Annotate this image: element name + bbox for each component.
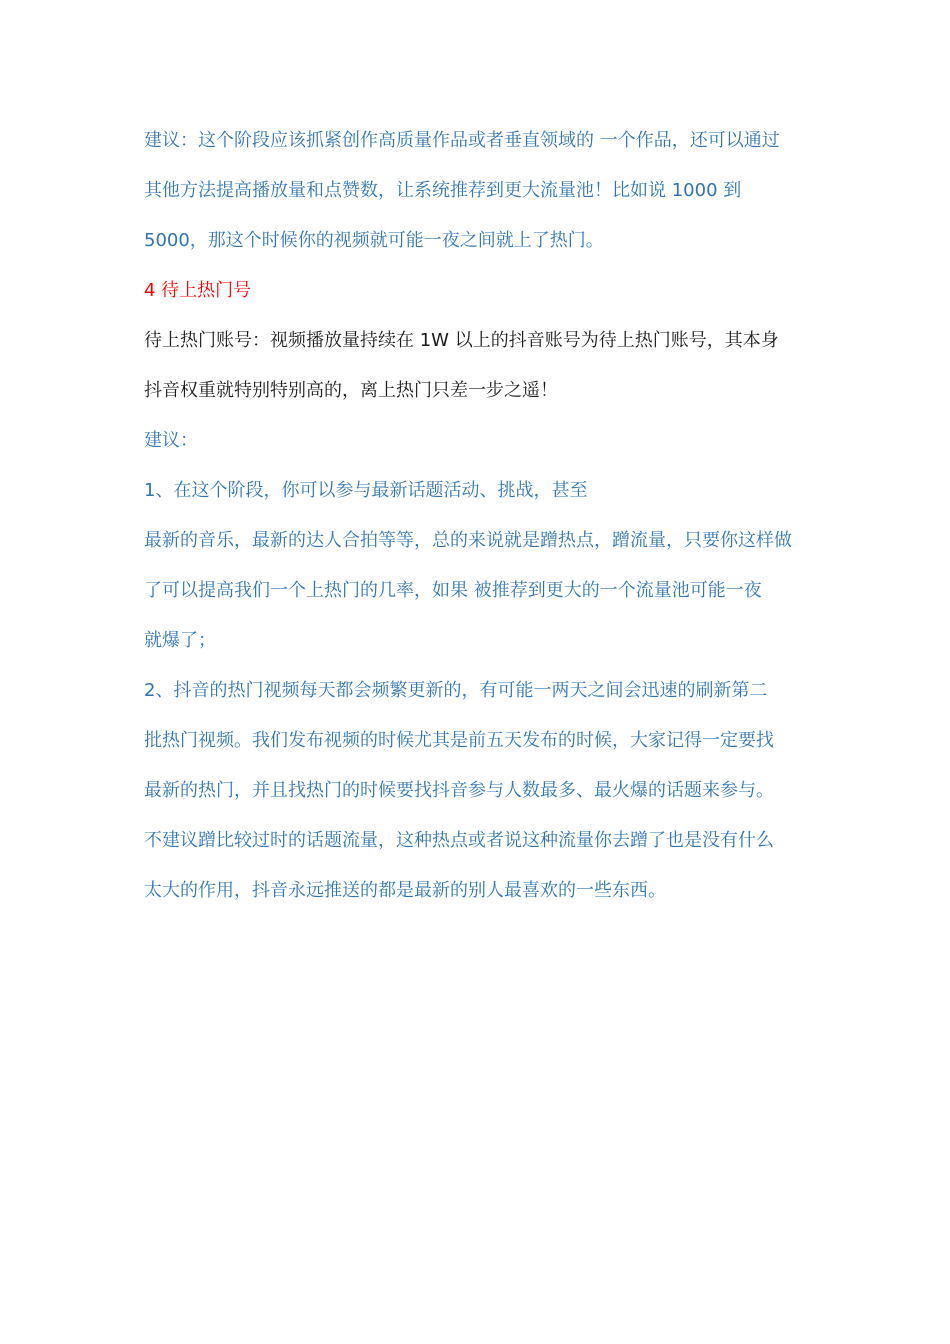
list-item-line: 最新的热门，并且找热门的时候要找抖音参与人数最多、最火爆的话题来参与。	[144, 780, 774, 801]
list-item-line: 1、在这个阶段，你可以参与最新话题活动、挑战，甚至	[144, 480, 588, 501]
paragraph-line: 建议：这个阶段应该抓紧创作高质量作品或者垂直领域的 一个作品，还可以通过	[144, 130, 780, 151]
paragraph-line: 待上热门账号：视频播放量持续在 1W 以上的抖音账号为待上热门账号，其本身	[144, 330, 779, 351]
list-item-line: 2、抖音的热门视频每天都会频繁更新的，有可能一两天之间会迅速的刷新第二	[144, 680, 768, 701]
list-item-line: 不建议蹭比较过时的话题流量，这种热点或者说这种流量你去蹭了也是没有什么	[144, 830, 774, 851]
list-item-line: 太大的作用，抖音永远推送的都是最新的别人最喜欢的一些东西。	[144, 880, 666, 901]
list-item-line: 批热门视频。我们发布视频的时候尤其是前五天发布的时候，大家记得一定要找	[144, 730, 774, 751]
paragraph-line: 其他方法提高播放量和点赞数，让系统推荐到更大流量池！比如说 1000 到	[144, 180, 742, 201]
section-heading: 4 待上热门号	[144, 280, 252, 301]
paragraph-line: 5000，那这个时候你的视频就可能一夜之间就上了热门。	[144, 230, 604, 251]
paragraph-line: 抖音权重就特别特别高的，离上热门只差一步之遥！	[144, 380, 558, 401]
paragraph-line: 建议：	[144, 430, 198, 451]
list-item-line: 就爆了；	[144, 630, 216, 651]
list-item-line: 最新的音乐，最新的达人合拍等等，总的来说就是蹭热点，蹭流量，只要你这样做	[144, 530, 792, 551]
list-item-line: 了可以提高我们一个上热门的几率，如果 被推荐到更大的一个流量池可能一夜	[144, 580, 762, 601]
